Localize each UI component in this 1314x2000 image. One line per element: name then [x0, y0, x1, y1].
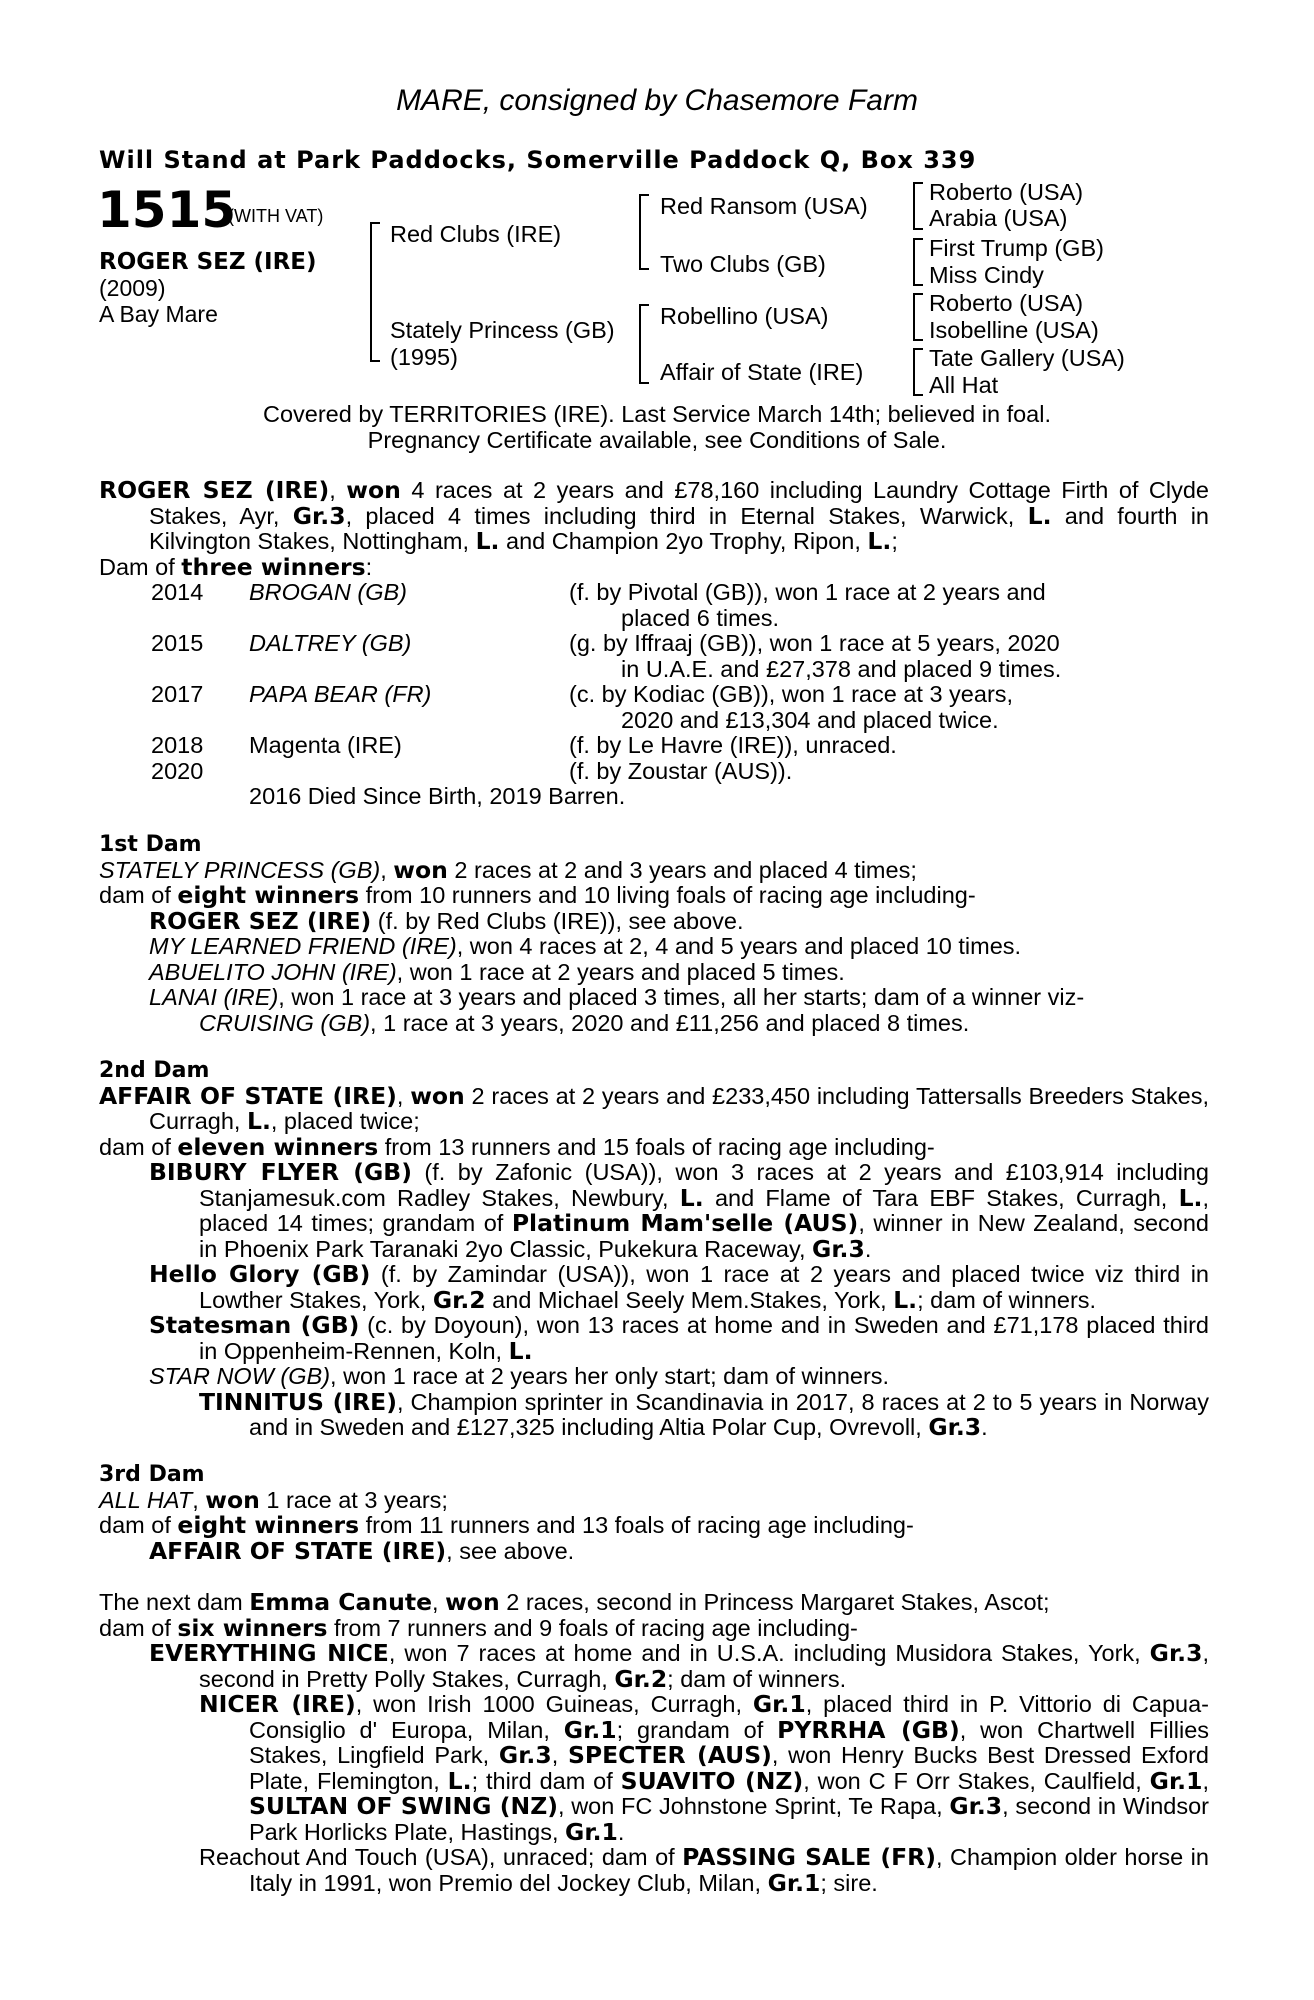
pedigree-brace [370, 222, 380, 362]
second-dam-section [99, 1058, 1209, 1441]
pedigree-dd: Affair of State (IRE) [660, 359, 864, 385]
next-dam-entry: EVERYTHING NICE, won 7 races at home and in U.S.A. including Musidora Stakes, York, Gr.3, second in Pretty Polly Stakes, Curragh, Gr.2; dam of winners. [149, 1639, 1209, 1693]
progeny-row: 2018 Magenta (IRE) (f. by Le Havre (IRE)), unraced. [151, 732, 897, 758]
second-dam-entry: Statesman (GB) (c. by Doyoun), won 13 races at home and in Sweden and £71,178 placed third in Oppenheim-Rennen, Koln, L. [149, 1311, 1209, 1365]
first-dam-section [99, 832, 1209, 1036]
pedigree-sss: Roberto (USA) [929, 179, 1084, 205]
pedigree-sdd: Miss Cindy [929, 262, 1044, 288]
first-dam-sub-entry: CRUISING (GB), 1 race at 3 years, 2020 and £11,256 and placed 8 times. [199, 1009, 970, 1036]
next-dam-section [99, 1590, 1209, 1896]
third-dam-section [99, 1462, 1209, 1564]
progeny-row: 2020 (f. by Zoustar (AUS)). [151, 757, 793, 784]
pedigree-dds: Tate Gallery (USA) [929, 345, 1125, 371]
third-dam-record: ALL HAT, won 1 race at 3 years; [99, 1485, 448, 1514]
pedigree-dss: Roberto (USA) [929, 290, 1084, 316]
stand-location: Will Stand at Park Paddocks, Somerville Paddock Q, Box 339 [99, 146, 977, 174]
progeny-note: 2016 Died Since Birth, 2019 Barren. [249, 783, 626, 809]
pedigree-brace [913, 238, 923, 286]
pedigree-dam-year: (1995) [390, 344, 458, 370]
first-dam-entry: MY LEARNED FRIEND (IRE), won 4 races at 2, 4 and 5 years and placed 10 times. [149, 933, 1022, 959]
next-dam-sub-entry: Reachout And Touch (USA), unraced; dam of PASSING SALE (FR), Champion older horse in Italy in 1991, won Premio del Jockey Club, Milan, Gr.1; sire. [199, 1843, 1209, 1897]
progeny-row: 2017 PAPA BEAR (FR) (c. by Kodiac (GB)), won 1 race at 3 years, 2020 and £13,304 and placed twice. [151, 681, 1014, 733]
pedigree-brace [913, 293, 923, 341]
first-dam-produce: dam of eight winners from 10 runners and 10 living foals of racing age including- [99, 881, 976, 909]
consignor-line: MARE, consigned by Chasemore Farm [396, 84, 918, 117]
pedigree-ddd: All Hat [929, 372, 999, 398]
first-dam-record: STATELY PRINCESS (GB), won 2 races at 2 and 3 years and placed 4 times; [99, 855, 917, 884]
next-dam-record: The next dam Emma Canute, won 2 races, second in Princess Margaret Stakes, Ascot; [99, 1588, 1050, 1616]
foaled-year: (2009) [99, 275, 166, 301]
pedigree-brace [913, 348, 923, 396]
pedigree-brace [913, 182, 923, 230]
third-dam-heading: 3rd Dam [99, 1462, 205, 1487]
pedigree-brace [639, 194, 649, 270]
third-dam-produce: dam of eight winners from 11 runners and 13 foals of racing age including- [99, 1511, 914, 1539]
first-dam-heading: 1st Dam [99, 832, 202, 857]
pregnancy-certificate-line: Pregnancy Certificate available, see Conditions of Sale. [367, 427, 947, 453]
race-record: ROGER SEZ (IRE), won 4 races at 2 years and £78,160 including Laundry Cottage Firth of Clyde Stakes, Ayr, Gr.3, placed 4 times including third in Eternal Stakes, Warwick, L. and fourth in Kilvington Stakes, Nottingham, L. and Champion 2yo Trophy, Ripon, L.; [99, 476, 1210, 555]
pedigree-sds: First Trump (GB) [929, 235, 1104, 261]
lot-number: 1515 [97, 181, 237, 239]
horse-name: ROGER SEZ (IRE) [99, 249, 317, 275]
first-dam-entry: ABUELITO JOHN (IRE), won 1 race at 2 years and placed 5 times. [149, 958, 845, 985]
pedigree-dsd: Isobelline (USA) [929, 317, 1099, 343]
dam-of-line: Dam of three winners: [99, 552, 373, 581]
first-dam-entry: ROGER SEZ (IRE) (f. by Red Clubs (IRE)), see above. [149, 906, 744, 935]
third-dam-entry: AFFAIR OF STATE (IRE), see above. [149, 1536, 575, 1565]
second-dam-sub-entry: TINNITUS (IRE), Champion sprinter in Scandinavia in 2017, 8 races at 2 to 5 years in Norway and in Sweden and £127,325 including Altia Polar Cup, Ovrevoll, Gr.3. [199, 1387, 1209, 1441]
covered-line: Covered by TERRITORIES (IRE). Last Service March 14th; believed in foal. [262, 401, 1051, 427]
second-dam-entry: BIBURY FLYER (GB) (f. by Zafonic (USA)), won 3 races at 2 years and £103,914 including Stanjamesuk.com Radley Stakes, Newbury, L. and Flame of Tara EBF Stakes, Curragh, L., placed 14 times; grandam of Platinum Mam'selle (AUS), winner in New Zealand, second in Phoenix Park Taranaki 2yo Classic, Pukekura Raceway, Gr.3. [149, 1158, 1209, 1263]
horse-description: A Bay Mare [99, 301, 218, 327]
race-record-section [99, 478, 1209, 810]
vat-label: (WITH VAT) [228, 206, 324, 226]
pedigree-ds: Robellino (USA) [660, 303, 829, 329]
pedigree-ssd: Arabia (USA) [929, 205, 1068, 231]
second-dam-entry: Hello Glory (GB) (f. by Zamindar (USA)), won 1 race at 2 years and placed twice viz third in Lowther Stakes, York, Gr.2 and Michael Seely Mem.Stakes, York, L.; dam of winners. [149, 1260, 1209, 1314]
pedigree-dam: Stately Princess (GB) [390, 317, 615, 343]
progeny-row: 2015 DALTREY (GB) (g. by Iffraaj (GB)), won 1 race at 5 years, 2020 in U.A.E. and £27,378 and placed 9 times. [151, 630, 1062, 682]
progeny-row: 2014 BROGAN (GB) (f. by Pivotal (GB)), won 1 race at 2 years and placed 6 times. [151, 579, 1046, 631]
first-dam-entry: LANAI (IRE), won 1 race at 3 years and placed 3 times, all her starts; dam of a winner viz- [149, 984, 1085, 1010]
pedigree-sd: Two Clubs (GB) [660, 251, 826, 277]
pedigree-brace [639, 304, 649, 384]
pedigree-sire: Red Clubs (IRE) [390, 221, 562, 247]
second-dam-heading: 2nd Dam [99, 1058, 210, 1083]
second-dam-produce: dam of eleven winners from 13 runners and 15 foals of racing age including- [99, 1132, 935, 1161]
pedigree-ss: Red Ransom (USA) [660, 193, 868, 219]
next-dam-produce: dam of six winners from 7 runners and 9 foals of racing age including- [99, 1613, 858, 1642]
second-dam-record: AFFAIR OF STATE (IRE), won 2 races at 2 years and £233,450 including Tattersalls Breeders Stakes, Curragh, L., placed twice; [99, 1081, 1209, 1135]
next-dam-sub-entry: NICER (IRE), won Irish 1000 Guineas, Curragh, Gr.1, placed third in P. Vittorio di Capua-Consiglio d' Europa, Milan, Gr.1; grandam of PYRRHA (GB), won Chartwell Fillies Stakes, Lingfield Park, Gr.3, SPECTER (AUS), won Henry Bucks Best Dressed Exford Plate, Flemington, L.; third dam of SUAVITO (NZ), won C F Orr Stakes, Caulfield, Gr.1, SULTAN OF SWING (NZ), won FC Johnstone Sprint, Te Rapa, Gr.3, second in Windsor Park Horlicks Plate, Hastings, Gr.1. [199, 1690, 1210, 1846]
second-dam-entry: STAR NOW (GB), won 1 race at 2 years her only start; dam of winners. [149, 1363, 890, 1389]
